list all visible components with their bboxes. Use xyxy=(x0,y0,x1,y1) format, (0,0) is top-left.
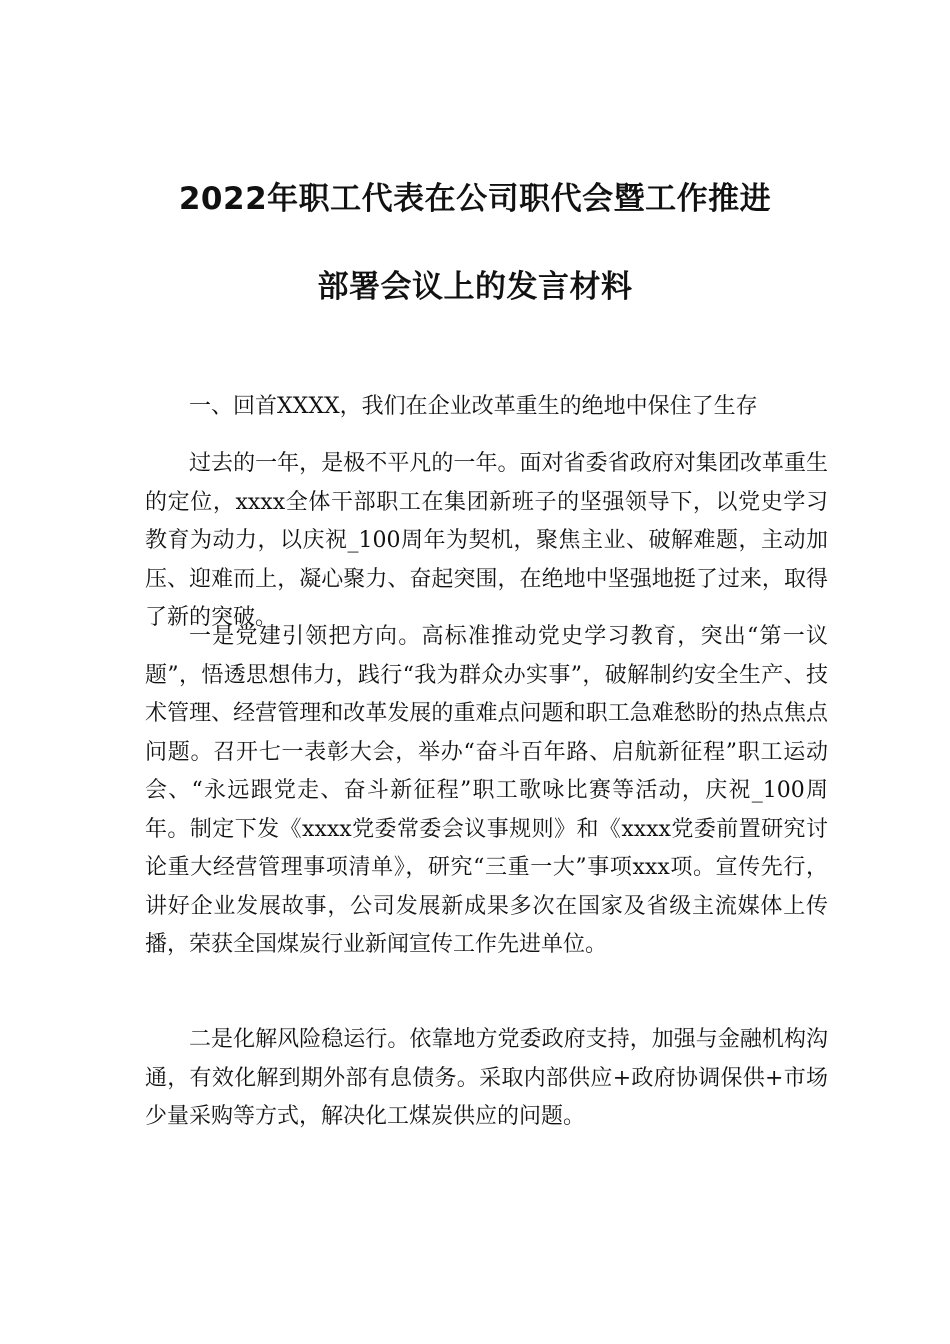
paragraph-risk-resolution: 二是化解风险稳运行。依靠地方党委政府支持，加强与金融机构沟通，有效化解到期外部有息债务。采取内部供应+政府协调保供+市场少量采购等方式，解决化工煤炭供应的问题。 xyxy=(145,1027,828,1129)
paragraph-overview: 过去的一年，是极不平凡的一年。面对省委省政府对集团改革重生的定位，xxxx全体干部职工在集团新班子的坚强领导下，以党史学习教育为动力，以庆祝_100周年为契机，聚焦主业、破解难题，主动加压、迎难而上，凝心聚力、奋起突围，在绝地中坚强地挺了过来，取得了新的突破。 xyxy=(145,451,828,630)
document-title-line-1: 2022年职工代表在公司职代会暨工作推进 xyxy=(178,181,772,217)
paragraph-party-building: 一是党建引领把方向。高标准推动党史学习教育，突出“第一议题”，悟透思想伟力，践行“我为群众办实事”，破解制约安全生产、技术管理、经营管理和改革发展的重难点问题和职工急难愁盼的热点焦点问题。召开七一表彰大会，举办“奋斗百年路、启航新征程”职工运动会、“永远跟党走、奋斗新征程”职工歌咏比赛等活动，庆祝_100周年。制定下发《xxxx党委常委会议事规则》和《xxxx党委前置研究讨论重大经营管理事项清单》，研究“三重一大”事项xxx项。宣传先行，讲好企业发展故事，公司发展新成果多次在国家及省级主流媒体上传播，荣获全国煤炭行业新闻宣传工作先进单位。 xyxy=(145,624,828,957)
document-title-line-2: 部署会议上的发言材料 xyxy=(317,269,633,305)
section-heading: 一、回首XXXX，我们在企业改革重生的绝地中保住了生存 xyxy=(189,394,758,419)
